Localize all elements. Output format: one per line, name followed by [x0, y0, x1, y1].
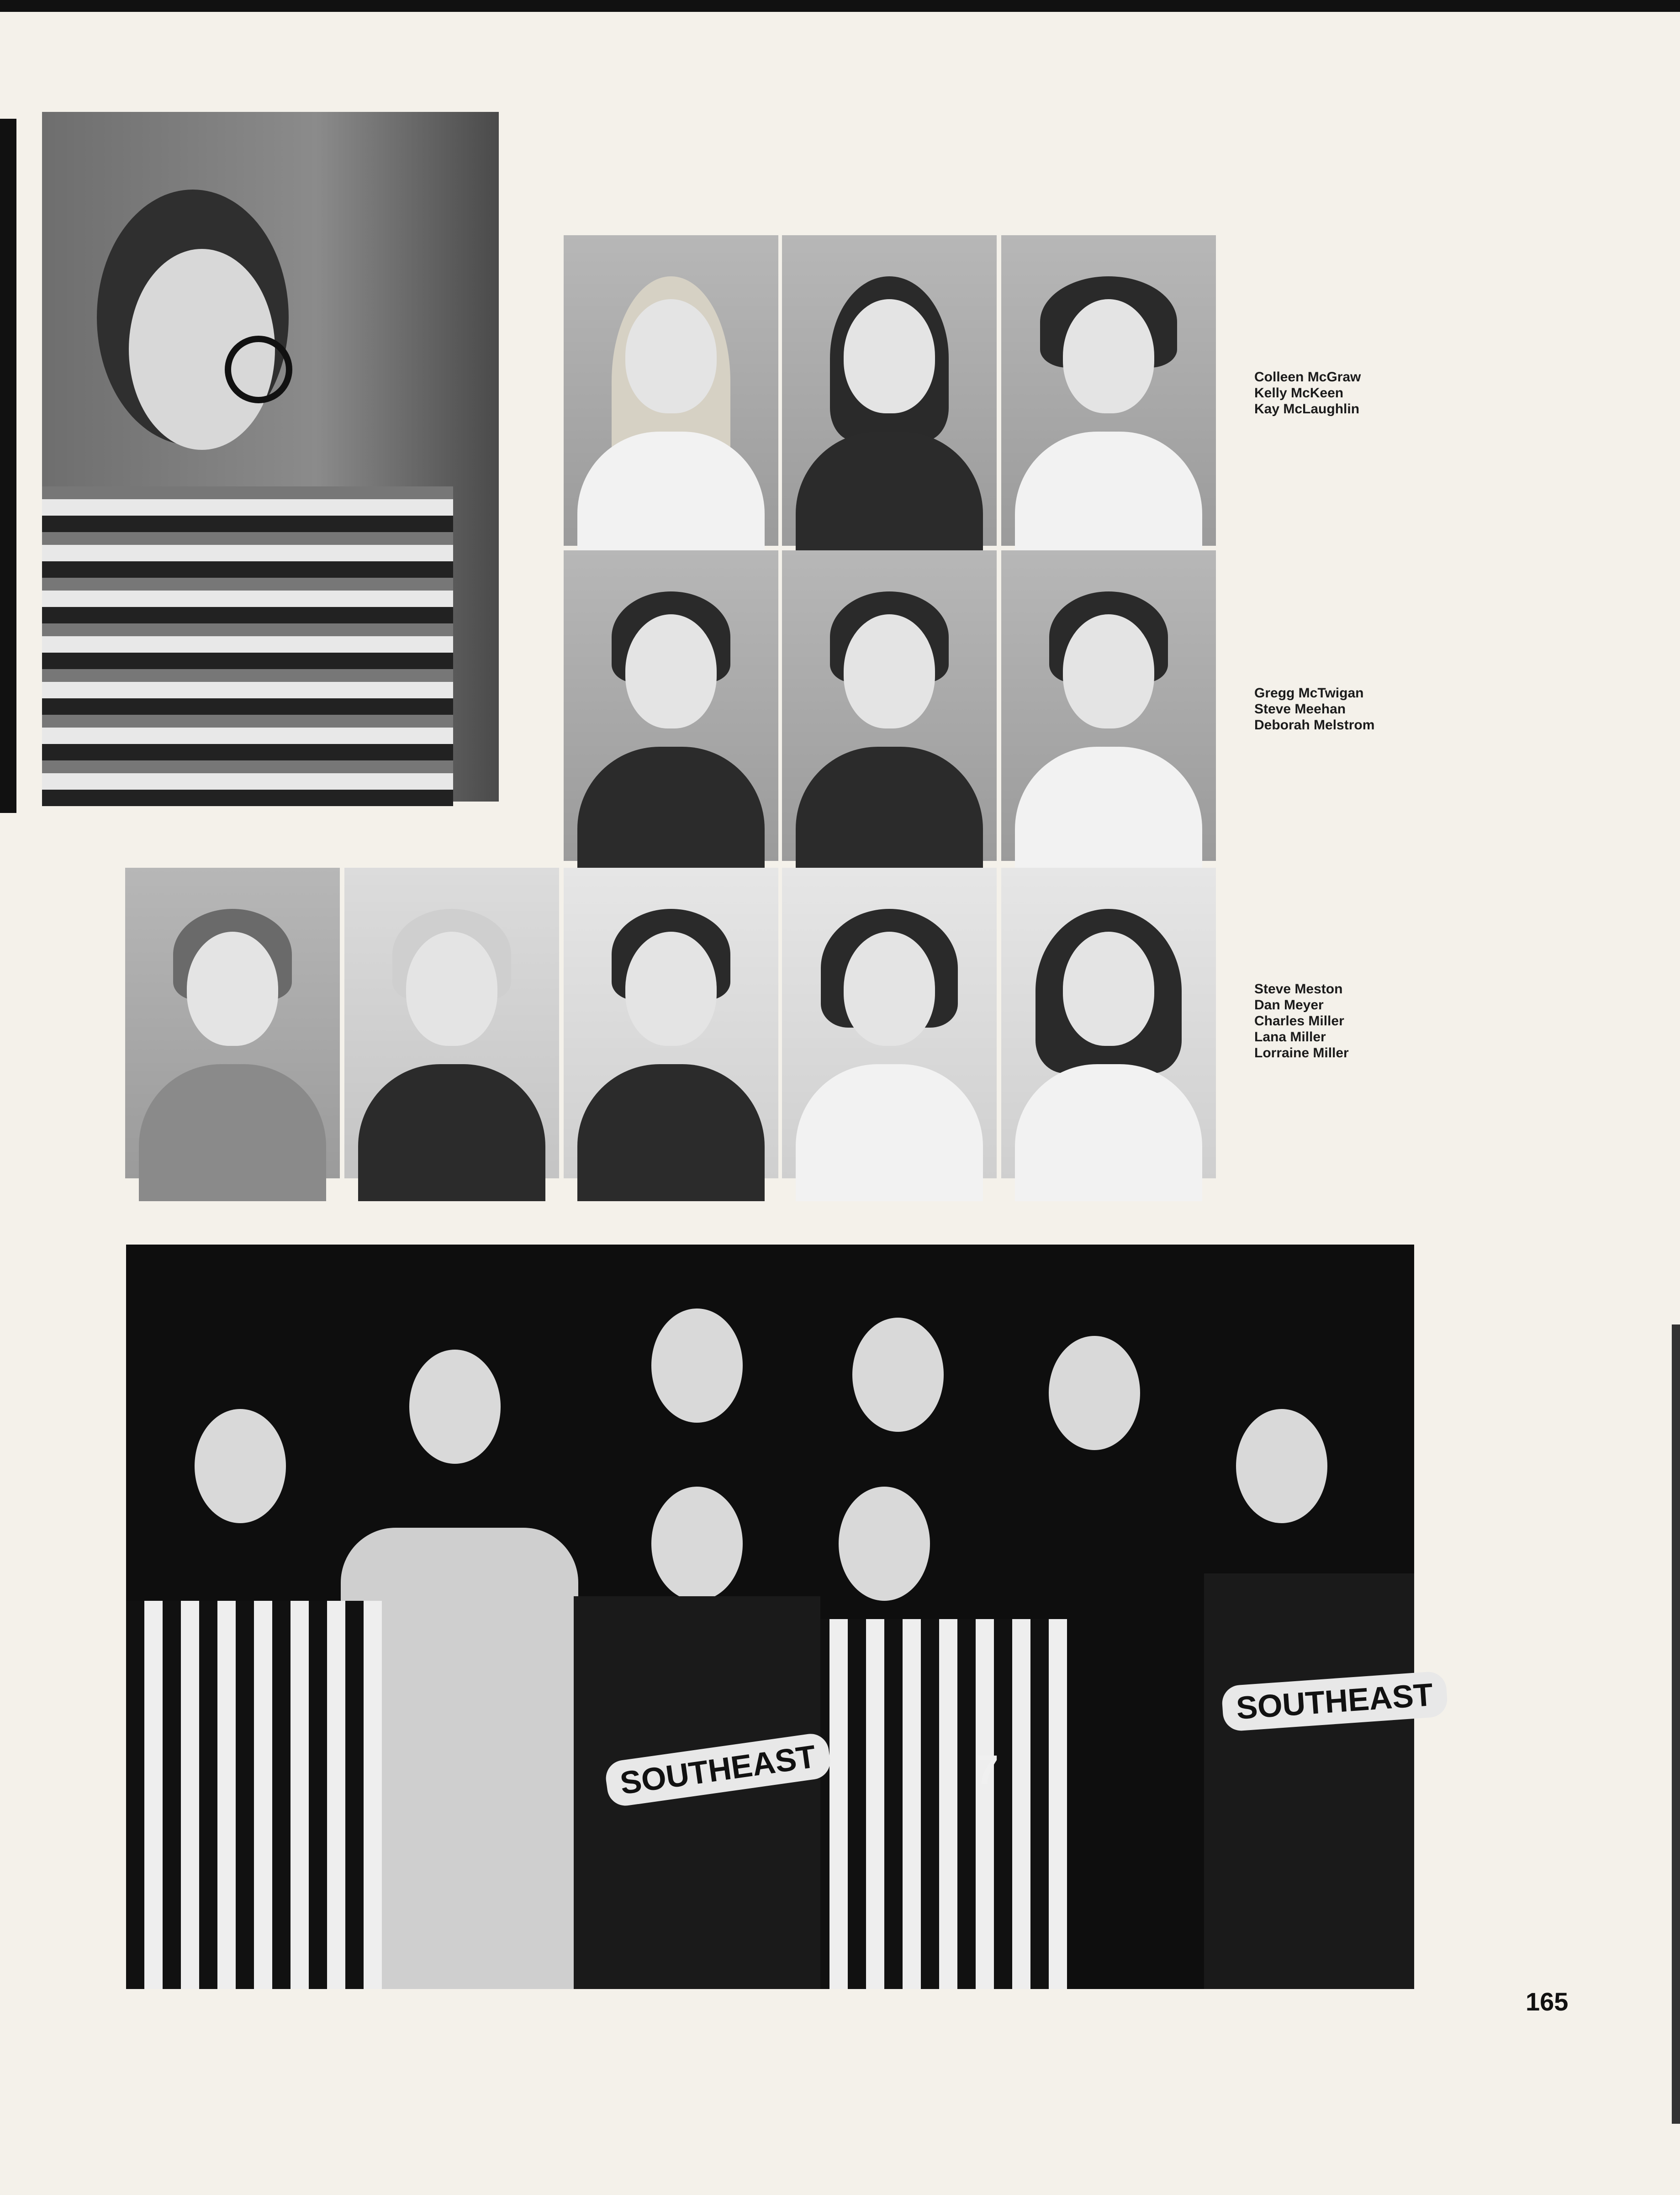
person — [852, 1318, 944, 1432]
person — [195, 1409, 286, 1523]
person — [839, 1487, 930, 1601]
candid-photo-girl-glasses — [42, 112, 499, 802]
portrait-dan-meyer — [344, 868, 559, 1178]
page-number: 165 — [1526, 1987, 1569, 2016]
student-name: Dan Meyer — [1254, 997, 1324, 1013]
student-name: Gregg McTwigan — [1254, 686, 1364, 701]
caption-row-2 — [1254, 685, 1374, 733]
student-name: Kelly McKeen — [1254, 385, 1344, 401]
portrait-colleen-mcgraw — [564, 235, 778, 546]
student-name: Lana Miller — [1254, 1029, 1326, 1045]
student-name: Deborah Melstrom — [1254, 718, 1375, 733]
portrait-lorraine-miller — [1001, 868, 1216, 1178]
person — [1236, 1409, 1327, 1523]
student-name: Charles Miller — [1254, 1013, 1344, 1029]
person — [409, 1350, 501, 1464]
person — [651, 1309, 743, 1423]
caption-row-3 — [1254, 981, 1349, 1061]
caption-row-1 — [1254, 369, 1361, 417]
portrait-steve-meston — [125, 868, 340, 1178]
page-left-edge — [0, 119, 16, 813]
striped-jersey — [126, 1601, 382, 1989]
student-name: Colleen McGraw — [1254, 369, 1361, 385]
page-right-edge — [1672, 1324, 1680, 2124]
portrait-steve-meehan — [782, 550, 997, 861]
sweater-lettering: SOUTHEAST — [603, 1731, 832, 1808]
portrait-charles-miller — [564, 868, 778, 1178]
student-name: Kay McLaughlin — [1254, 401, 1360, 417]
jersey-number: 7 — [976, 1747, 999, 1793]
student-name: Lorraine Miller — [1254, 1045, 1349, 1061]
person — [1049, 1336, 1140, 1450]
candid-photo-cheer-group — [126, 1245, 1434, 1989]
student-name: Steve Meehan — [1254, 702, 1346, 717]
portrait-lana-miller — [782, 868, 997, 1178]
person — [651, 1487, 743, 1601]
portrait-gregg-mctwigan — [564, 550, 778, 861]
dark-sweater — [1204, 1573, 1414, 1989]
portrait-kay-mclaughlin — [1001, 235, 1216, 546]
student-name: Steve Meston — [1254, 981, 1343, 997]
page-top-edge — [0, 0, 1680, 12]
portrait-deborah-melstrom — [1001, 550, 1216, 861]
portrait-kelly-mckeen — [782, 235, 997, 546]
striped-jersey — [811, 1619, 1067, 1989]
sweater-lettering: SOUTHEAST — [1221, 1671, 1448, 1732]
